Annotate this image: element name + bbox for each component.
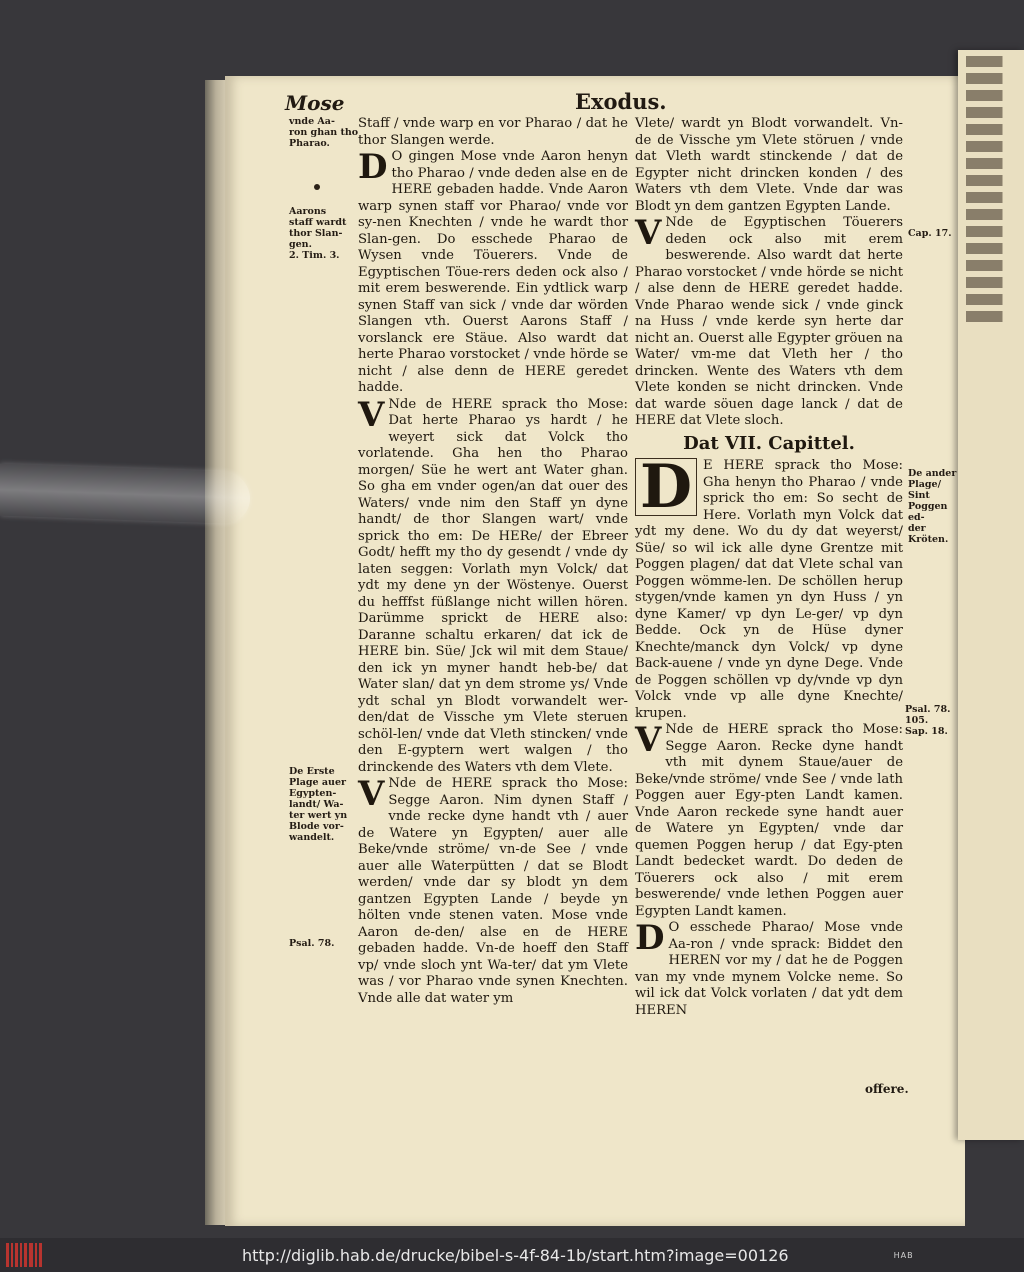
book-page — [225, 76, 965, 1226]
paragraph: Nde de HERE sprack tho Mose: Dat herte Pharao ys hardt / he weyert sick dat Volck tho vorlatende. Gha hen tho Pharao morgen/ Süe he wert ant Water ghan. So gha em vnder ogen/an dat ouer des Waters/ vnde nim den Staff yn dyne handt/ de thor Slangen wart/ vnde sprick tho em: De HERe/ der Ebreer Godt/ hefft my tho dy gesendt / vnde dy laten seggen: Vorlath myn Volck/ dat ydt my dene yn der Wöstenye. Ouerst du hefffst füßlange nicht willen hören. Darümme sprickt de HERE also: Daranne schaltu erkaren/ dat ick de HERE bin. Süe/ Jck wil mit dem Staue/ den ick yn myner handt heb-be/ dat Water slan/ dat yn dem strome ys/ Vnde ydt schal yn Blodt vorwandelt wer-den/dat de Vissche ym Vlete steruen schöl-len/ vnde dat Vleth stincken/ vnde den E-gyptern wert walgen / tho drinckende des Waters vth dem Vlete. — [358, 396, 628, 775]
margin-note: Psal. 78. 105. Sap. 18. — [905, 704, 951, 737]
bullet-mark — [314, 184, 320, 190]
drop-capital: D — [635, 458, 697, 516]
drop-capital: V — [358, 774, 385, 814]
running-head-left: Mose — [285, 91, 345, 115]
paragraph: Nde de HERE sprack tho Mose: Segge Aaron. Recke dyne handt vth mit dynem Staue/auer de Beke/vnde ströme/ vnde See / vnde lath Poggen auer Egy-pten Landt kamen. Vnde Aaron reckede syne handt auer de Watere yn Egypten/ vnde dar quemen Poggen herup / dat Egy-pten Landt bedecket wardt. Do deden de Töuerers ock also / mit erem beswerende/ vnde lethen Poggen auer Egypten Landt kamen. — [635, 722, 903, 919]
text-column-right — [635, 116, 903, 1019]
paragraph: Staff / vnde warp en vor Pharao / dat he thor Slangen werde. — [358, 116, 628, 148]
drop-capital: D — [358, 147, 388, 187]
status-bar — [0, 1238, 1024, 1272]
paragraph: E HERE sprack tho Mose: Gha henyn tho Pharao / vnde sprick tho em: So secht de Here. Vorlath myn Volck dat ydt my dene. Wo du dy dat weyerst/ Süe/ so wil ick alle dyne Grentze mit Poggen plagen/ dat dat Vlete schal van Poggen wömme-len. De schöllen herup stygen/vnde kamen yn dyn Huss / yn dyne Kamer/ vp dyn Le-ger/ vp dyn Bedde. Ock yn de Hüse dyner Knechte/manck dyn Volck/ vp dyne Back-auene / vnde yn dyne Dege. Vnde de Poggen schöllen vp dy/vnde vp dyn Volck vnde vp alle dyne Knechte/ krupen. — [635, 458, 903, 721]
paragraph: Nde de HERE sprack tho Mose: Segge Aaron. Nim dynen Staff / vnde recke dyne handt vth / auer de Watere yn Egypten/ auer alle Beke/vnde ströme/ vn-de See / vnde auer alle Waterpütten / dat se Blodt werden/ vnde dar sy blodt yn dem gantzen Egypten Lande / beyde yn hölten vnde stenen vaten. Mose vnde Aaron de-den/ alse en de HERE gebaden hadde. Vn-de hoeff den Staff vp/ vnde sloch ynt Wa-ter/ dat ym Vlete was / vor Pharao vnde synen Knechten. Vnde alle dat water ym — [358, 776, 628, 1006]
margin-note: Cap. 17. — [908, 228, 952, 239]
text-column-left — [358, 116, 628, 1007]
chapter-heading: Dat VII. Capittel. — [683, 432, 855, 454]
image-url[interactable]: http://diglib.hab.de/drucke/bibel-s-4f-84-1b/start.htm?image=00126 — [242, 1245, 789, 1265]
drop-capital: V — [635, 720, 662, 760]
page-marker-reflection — [0, 464, 250, 525]
library-logo-icon — [6, 1243, 42, 1267]
margin-note: De Erste Plage auer Egypten- landt/ Wa- ter wert yn Blode vor- wandelt. — [289, 766, 348, 843]
margin-note: De ander Plage/ Sint Poggen ed- der Kröten. — [908, 468, 957, 545]
margin-note: vnde Aa- ron ghan tho Pharao. — [289, 116, 359, 149]
adjacent-page-edge — [958, 50, 1024, 1140]
drop-capital: D — [635, 918, 665, 958]
running-head-title: Exodus. — [575, 89, 667, 114]
catchword: offere. — [865, 1082, 909, 1096]
margin-note: Aarons staff wardt thor Slan- gen. 2. Tim. 3. — [289, 206, 347, 261]
footer-mark: HAB — [893, 1250, 914, 1260]
book-edge — [205, 80, 227, 1225]
paragraph: Nde de Egyptischen Töuerers deden ock also mit erem beswerende. Also wardt dat herte Pharao vorstocket / vnde hörde se nicht / alse denn de HERE geredet hadde. Vnde Pharao wende sick / vnde ginck na Huss / vnde kerde syn herte dar nicht an. Ouerst alle Egypter gröuen na Water/ vm-me dat Vleth her / tho drincken. Wente des Waters vth dem Vlete konden se nicht drincken. Vnde dat warde söuen dage lanck / dat de HERE dat Vlete sloch. — [635, 215, 903, 428]
margin-note: Psal. 78. — [289, 938, 335, 949]
paragraph: O esschede Pharao/ Mose vnde Aa-ron / vnde sprack: Biddet den HEREN vor my / dat he de Poggen van my vnde mynem Volcke neme. So wil ick dat Volck vorlaten / dat ydt dem HEREN — [635, 920, 903, 1018]
drop-capital: V — [635, 213, 662, 253]
paragraph: O gingen Mose vnde Aaron henyn tho Pharao / vnde deden alse en de HERE gebaden hadde. Vnde Aaron warp synen staff vor Pharao/ vnde vor sy-nen Knechten / vnde he wardt thor Slan-gen. Do esschede Pharao de Wysen vnde Töuerers. Vnde de Egyptischen Töue-rers deden ock also / mit erem beswerende. Ein ydtlick warp synen Staff van sick / vnde dar wörden Slangen vth. Ouerst Aarons Staff / vorslanck ere Stäue. Also wardt dat herte Pharao vorstocket / vnde hörde se nicht / alse denn de HERE geredet hadde. — [358, 149, 628, 395]
paragraph: Vlete/ wardt yn Blodt vorwandelt. Vn-de de Vissche ym Vlete störuen / vnde dat Vleth wardt stinckende / dat de Egypter nicht drincken konden / des Waters vth dem Vlete. Vnde dar was Blodt yn dem gantzen Egypten Lande. — [635, 116, 903, 214]
drop-capital: V — [358, 394, 385, 435]
